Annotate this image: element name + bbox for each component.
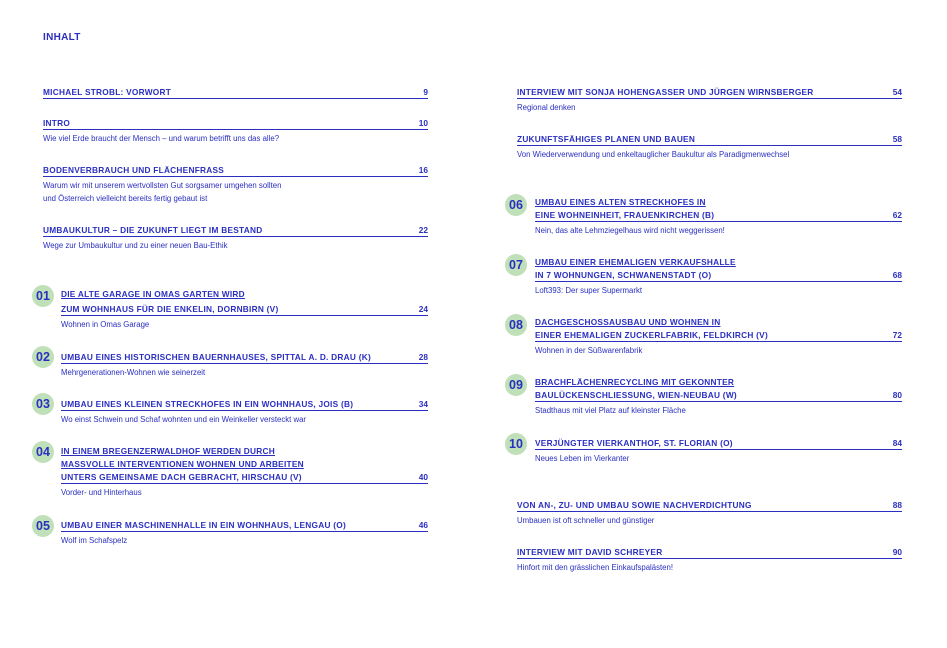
entry-subtitle: Wo einst Schwein und Schaf wohnten und ein Weinkeller versteckt war — [61, 415, 307, 424]
entry-subtitle: Nein, das alte Lehmziegelhaus wird nicht weggerissen! — [535, 226, 725, 235]
entry-subtitle: Wege zur Umbaukultur und zu einer neuen Bau-Ethik — [43, 241, 228, 250]
entry-subtitle: Wohnen in der Süßwarenfabrik — [535, 346, 643, 355]
page-number: 90 — [892, 547, 902, 557]
entry-title-line: MASSVOLLE INTERVENTIONEN WOHNEN UND ARBEITEN — [61, 459, 304, 469]
project-number-badge: 08 — [505, 314, 527, 336]
entry-subtitle: Wolf im Schafspelz — [61, 536, 128, 545]
entry-subtitle: Stadthaus mit viel Platz auf kleinster Fläche — [535, 406, 686, 415]
entry-title-line: BRACHFLÄCHENRECYCLING MIT GEKONNTER — [535, 377, 735, 387]
entry-title-line: IN 7 WOHNUNGEN, SCHWANENSTADT (O) — [535, 270, 712, 280]
project-number-badge: 10 — [505, 433, 527, 455]
toc-entry-nachverdichtung[interactable] — [517, 499, 902, 527]
project-number-badge: 06 — [505, 194, 527, 216]
page-number: 40 — [418, 472, 428, 482]
toc-entry-bodenverbrauch[interactable] — [43, 164, 428, 205]
entry-subtitle: Vorder- und Hinterhaus — [61, 488, 142, 497]
toc-entry-project-04[interactable] — [61, 445, 428, 499]
page-number: 28 — [418, 352, 428, 362]
entry-title: VON AN-, ZU- UND UMBAU SOWIE NACHVERDICHTUNG — [517, 500, 752, 510]
toc-entry-project-07[interactable] — [535, 256, 902, 297]
project-number-badge: 07 — [505, 254, 527, 276]
entry-title: VERJÜNGTER VIERKANTHOF, ST. FLORIAN (O) — [535, 438, 733, 448]
project-number-badge: 03 — [32, 393, 54, 415]
entry-title: MICHAEL STROBL: VORWORT — [43, 87, 172, 97]
toc-entry-interview-schreyer[interactable] — [517, 546, 902, 574]
page-number: 72 — [892, 330, 902, 340]
page-number: 22 — [418, 225, 428, 235]
entry-title: INTERVIEW MIT SONJA HOHENGASSER UND JÜRGEN WIRNSBERGER — [517, 87, 814, 97]
toc-entry-project-02[interactable] — [61, 351, 428, 379]
toc-entry-project-08[interactable] — [535, 316, 902, 357]
project-number-badge: 09 — [505, 374, 527, 396]
entry-subtitle: und Österreich vielleicht bereits fertig gebaut ist — [43, 194, 208, 203]
entry-title-line: UNTERS GEMEINSAME DACH GEBRACHT, HIRSCHAU (V) — [61, 472, 302, 482]
page-number: 24 — [418, 304, 428, 314]
page-number: 62 — [892, 210, 902, 220]
entry-subtitle: Von Wiederverwendung und enkeltauglicher Baukultur als Paradigmenwechsel — [517, 150, 790, 159]
page-number: 58 — [892, 134, 902, 144]
project-number-badge: 05 — [32, 515, 54, 537]
entry-title: ZUKUNFTSFÄHIGES PLANEN UND BAUEN — [517, 134, 696, 144]
toc-entry-project-05[interactable] — [61, 519, 428, 547]
page-number: 10 — [418, 118, 428, 128]
entry-title-line: EINER EHEMALIGEN ZUCKERLFABRIK, FELDKIRCH (V) — [535, 330, 768, 340]
entry-title: UMBAU EINER MASCHINENHALLE IN EIN WOHNHAUS, LENGAU (O) — [61, 520, 346, 530]
entry-subtitle: Regional denken — [517, 103, 576, 112]
page-number: 46 — [418, 520, 428, 530]
toc-entry-interview-hohengasser[interactable] — [517, 86, 902, 114]
entry-subtitle: Loft393: Der super Supermarkt — [535, 286, 643, 295]
entry-subtitle: Wie viel Erde braucht der Mensch – und warum betrifft uns das alle? — [43, 134, 280, 143]
page-number: 54 — [892, 87, 902, 97]
entry-title-line: DACHGESCHOSSAUSBAU UND WOHNEN IN — [535, 317, 721, 327]
page-title: INHALT — [43, 32, 81, 43]
toc-entry-project-01[interactable] — [61, 288, 428, 331]
entry-title-line: DIE ALTE GARAGE IN OMAS GARTEN WIRD — [61, 289, 245, 299]
toc-entry-zukunftsfaehiges-planen[interactable] — [517, 133, 902, 161]
page-number: 9 — [423, 87, 428, 97]
entry-title: BODENVERBRAUCH UND FLÄCHENFRASS — [43, 165, 225, 175]
entry-title: INTRO — [43, 118, 71, 128]
project-number-badge: 02 — [32, 346, 54, 368]
entry-subtitle: Umbauen ist oft schneller und günstiger — [517, 516, 655, 525]
entry-title-line: EINE WOHNEINHEIT, FRAUENKIRCHEN (B) — [535, 210, 715, 220]
entry-subtitle: Wohnen in Omas Garage — [61, 320, 150, 329]
entry-subtitle: Neues Leben im Vierkanter — [535, 454, 630, 463]
toc-entry-umbaukultur[interactable] — [43, 224, 428, 252]
entry-title: INTERVIEW MIT DAVID SCHREYER — [517, 547, 663, 557]
entry-title-line: ZUM WOHNHAUS FÜR DIE ENKELIN, DORNBIRN (V) — [61, 304, 279, 314]
entry-title-line: UMBAU EINER EHEMALIGEN VERKAUFSHALLE — [535, 257, 736, 267]
entry-subtitle: Warum wir mit unserem wertvollsten Gut sorgsamer umgehen sollten — [43, 181, 282, 190]
entry-subtitle: Hinfort mit den grässlichen Einkaufspalästen! — [517, 563, 674, 572]
page-number: 34 — [418, 399, 428, 409]
page-number: 16 — [418, 165, 428, 175]
toc-entry-project-10[interactable] — [535, 437, 902, 465]
toc-entry-project-09[interactable] — [535, 376, 902, 417]
toc-entry-project-03[interactable] — [61, 398, 428, 426]
page-number: 88 — [892, 500, 902, 510]
entry-title-line: IN EINEM BREGENZERWALDHOF WERDEN DURCH — [61, 446, 276, 456]
page-number: 80 — [892, 390, 902, 400]
entry-title: UMBAU EINES KLEINEN STRECKHOFES IN EIN WOHNHAUS, JOIS (B) — [61, 399, 354, 409]
entry-title-line: BAULÜCKENSCHLIESSUNG, WIEN-NEUBAU (W) — [535, 390, 737, 400]
project-number-badge: 01 — [32, 285, 54, 307]
page-number: 84 — [892, 438, 902, 448]
entry-subtitle: Mehrgenerationen-Wohnen wie seinerzeit — [61, 368, 206, 377]
toc-entry-intro[interactable] — [43, 117, 428, 145]
toc-entry-vorwort[interactable] — [43, 86, 428, 99]
toc-entry-project-06[interactable] — [535, 196, 902, 237]
entry-title: UMBAU EINES HISTORISCHEN BAUERNHAUSES, SPITTAL A. D. DRAU (K) — [61, 352, 371, 362]
entry-title: UMBAUKULTUR – DIE ZUKUNFT LIEGT IM BESTAND — [43, 225, 263, 235]
page-number: 68 — [892, 270, 902, 280]
project-number-badge: 04 — [32, 441, 54, 463]
entry-title-line: UMBAU EINES ALTEN STRECKHOFES IN — [535, 197, 706, 207]
